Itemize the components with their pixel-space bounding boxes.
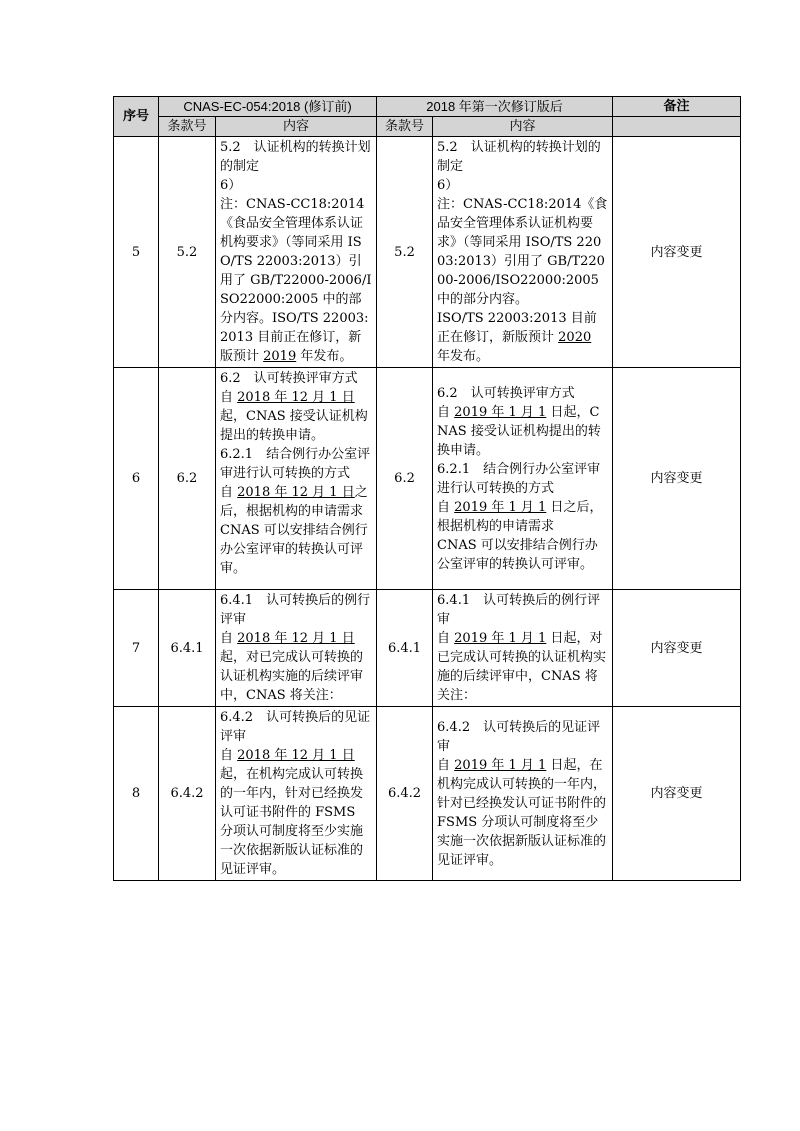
text-segment: 起，对已完成认可转换的认证机构实施的后续评审中，CNAS 将关注： [220,650,364,703]
cell-clause-old: 5.2 [159,137,216,368]
content-paragraph [220,388,372,445]
underlined-date: 2018 年 12 月 1 日 [237,390,355,405]
text-segment: 自 [220,485,238,500]
content-paragraph [220,708,372,746]
header-clause-old: 条款号 [159,117,216,137]
text-segment: 自 [437,404,455,420]
text-segment: 注：CNAS-CC18:2014《食品安全管理体系认证机构要求》（等同采用 ISO/TS 22003:2013）引用了 GB/T22000-2006/ISO22000:2005 中的部分内容。 [437,197,608,307]
cell-clause-old: 6.4.1 [159,590,216,707]
text-segment: 6.4.1 认可转换后的例行评审 [437,593,601,627]
header-clause-new: 条款号 [377,117,433,137]
text-segment: 6.4.1 认可转换后的例行评审 [220,593,371,627]
content-paragraph [437,629,608,705]
cell-content-new [433,590,613,707]
content-paragraph [437,384,608,403]
cell-seq: 7 [114,590,159,707]
cell-content-new [433,137,613,368]
text-segment: 起，在机构完成认可转换的一年内，针对已经换发认可证书附件的 FSMS 分项认可制度将至少实施一次依据新版认证标准的见证评审。 [220,767,364,877]
text-segment: 6） [437,178,459,193]
cell-remark: 内容变更 [613,137,741,368]
table-row [114,707,741,881]
text-segment: 自 [220,631,238,646]
cell-seq: 6 [114,368,159,590]
text-segment: 6.2.1 结合例行办公室评审进行认可转换的方式 [437,461,601,496]
underlined-date: 2019 年 1 月 1 [454,757,547,773]
cell-remark: 内容变更 [613,707,741,881]
text-segment: 5.2 认证机构的转换计划的制定 [220,140,371,174]
underlined-date: 2018 年 12 月 1 日 [237,748,355,763]
text-segment: 自 [220,390,238,405]
header-content-new: 内容 [433,117,613,137]
cell-clause-new: 6.4.2 [377,707,433,881]
underlined-date: 2018 年 12 月 1 日 [237,631,355,646]
text-segment: 年发布。 [296,349,353,364]
text-segment: 之后，根据机构的申请需求 CNAS 可以安排结合例行办公室评审的转换认可评审。 [220,485,368,576]
text-segment: 日起，CNAS 接受认证机构提出的转换申请。 [437,404,601,458]
text-segment: 6） [220,178,242,193]
text-segment: 日之后，根据机构的申请需求 [437,499,603,534]
cell-content-old [216,707,377,881]
underlined-date: 2018 年 12 月 1 日 [237,485,355,500]
text-segment: ISO/TS 22003:2013 目前正在修订，新版预计 [437,311,597,345]
cell-remark: 内容变更 [613,590,741,707]
text-segment: 自 [437,631,455,646]
content-paragraph [220,629,372,705]
cell-remark: 内容变更 [613,368,741,590]
cell-seq: 8 [114,707,159,881]
text-segment: 起，CNAS 接受认证机构提出的转换申请。 [220,409,368,443]
underlined-date: 2019 年 1 月 1 [454,499,547,515]
header-content-old: 内容 [216,117,377,137]
content-paragraph [220,369,372,388]
text-segment: 6.2.1 结合例行办公室评审进行认可转换的方式 [220,447,371,481]
content-paragraph [437,756,608,870]
content-paragraph [437,176,608,195]
underlined-date: 2020 [558,330,592,345]
content-paragraph [220,483,372,578]
table-row [114,590,741,707]
text-segment: 日起，对已完成认可转换的认证机构实施的后续评审中，CNAS 将关注： [437,631,607,703]
text-segment: 自 [437,757,455,773]
cell-clause-old: 6.2 [159,368,216,590]
cell-clause-new: 6.2 [377,368,433,590]
content-paragraph [437,498,608,536]
content-paragraph [437,536,608,574]
content-paragraph [220,176,372,195]
header-remark-blank [613,117,741,137]
cell-clause-new: 5.2 [377,137,433,368]
text-segment: 自 [437,499,455,515]
content-paragraph [220,746,372,879]
content-paragraph [220,445,372,483]
header-old-version: CNAS-EC-054:2018 (修订前) [159,97,377,117]
text-segment: 日起，在机构完成认可转换的一年内，针对已经换发认可证书附件的 FSMS 分项认可制度将至少实施一次依据新版认证标准的见证评审。 [437,757,607,868]
cell-content-old [216,590,377,707]
cell-content-new [433,707,613,881]
underlined-date: 2019 年 1 月 1 [454,631,547,646]
cell-content-old [216,137,377,368]
text-segment: 6.4.2 认可转换后的见证评审 [220,710,371,744]
cell-content-new [433,368,613,590]
content-paragraph [437,591,608,629]
header-remark: 备注 [613,97,741,117]
header-seq: 序号 [114,97,159,137]
table-row [114,368,741,590]
content-paragraph [437,460,608,498]
text-segment: 注：CNAS-CC18:2014《食品安全管理体系认证机构要求》（等同采用 ISO/TS 22003:2013）引用了 GB/T22000-2006/ISO22000:2005 中的部分内容。ISO/TS 22003:2013 目前正在修订，新版预计 [220,197,372,364]
text-segment: 6.2 认可转换评审方式 [220,371,358,386]
header-new-version: 2018 年第一次修订版后 [377,97,613,117]
cell-content-old [216,368,377,590]
header-row-1 [114,97,741,117]
text-segment: 年发布。 [437,349,490,364]
content-paragraph [437,195,608,309]
content-paragraph [437,309,608,366]
content-paragraph [437,718,608,756]
content-paragraph [437,403,608,460]
text-segment: 5.2 认证机构的转换计划的制定 [437,140,601,174]
underlined-date: 2019 年 1 月 1 [454,404,547,420]
table-row [114,137,741,368]
header-row-2 [114,117,741,137]
revision-comparison-table [113,96,741,881]
content-paragraph [437,138,608,176]
cell-clause-new: 6.4.1 [377,590,433,707]
content-paragraph [220,138,372,176]
text-segment: 6.2 认可转换评审方式 [437,385,575,401]
text-segment: 6.4.2 认可转换后的见证评审 [437,719,601,754]
text-segment: CNAS 可以安排结合例行办公室评审的转换认可评审。 [437,537,598,572]
cell-clause-old: 6.4.2 [159,707,216,881]
content-paragraph [220,195,372,366]
text-segment: 自 [220,748,238,763]
underlined-date: 2019 [263,349,297,364]
content-paragraph [220,591,372,629]
cell-seq: 5 [114,137,159,368]
